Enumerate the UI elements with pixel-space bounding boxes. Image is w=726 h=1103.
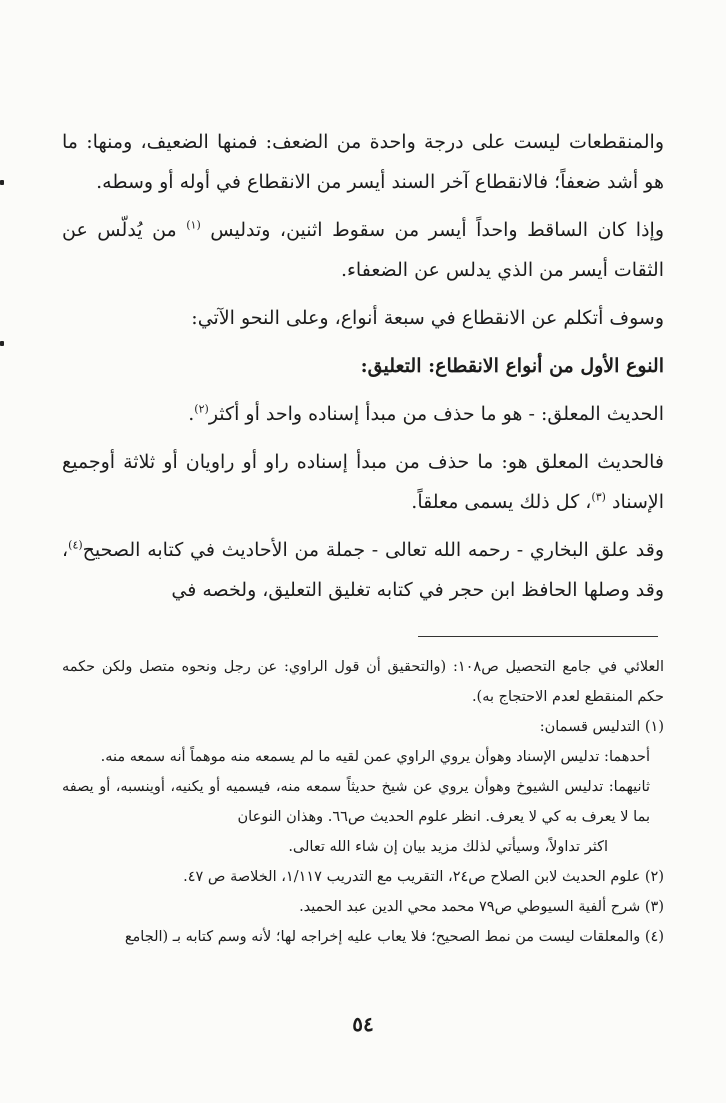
footnotes (62, 652, 664, 952)
footnote-1-first: أحدهما: تدليس الإسناد وهوأن يروي الراوي عمن لقيه ما لم يسمعه منه موهماً أنه سمعه منه. (100, 749, 650, 765)
footnote-ref-1[interactable]: (١) (186, 218, 201, 232)
footnote-ref-2[interactable]: (٢) (194, 402, 209, 416)
margin-mark (0, 180, 4, 185)
margin-mark (0, 341, 4, 346)
footnote-continuation: العلائي في جامع التحصيل ص١٠٨: (والتحقيق أن قول الراوي: عن رجل ونحوه متصل ولكن حكمه حكم المنقطع لعدم الاحتجاج به). (62, 659, 664, 705)
footnote-3: (٣) شرح ألفية السيوطي ص٧٩ محمد محي الدين عبد الحميد. (299, 899, 664, 915)
paragraph-2: وإذا كان الساقط واحداً أيسر من سقوط اثنين، وتدليس $^{(١)}$ من يُدلّس عن الثقات أيسر من الذي يدلس عن الضعفاء. (62, 218, 664, 281)
paragraph-3: وسوف أتكلم عن الانقطاع في سبعة أنواع، وعلى النحو الآتي: (191, 307, 664, 329)
page-number: ٥٤ (352, 1012, 374, 1036)
footnote-ref-3[interactable]: (٣) (591, 490, 606, 504)
footnote-1-second: ثانيهما: تدليس الشيوخ وهوأن يروي عن شيخ حديثاً سمعه منه، فيسميه أو يكنيه، أوينسبه، أو يصفه بما لا يعرف به كي لا يعرف. انظر علوم الحديث ص٦٦. وهذان النوعان (62, 779, 650, 825)
footnote-4: (٤) والمعلقات ليست من نمط الصحيح؛ فلا يعاب عليه إخراجه لها؛ لأنه وسم كتابه بـ (الجامع (124, 929, 664, 945)
paragraph-1: والمنقطعات ليست على درجة واحدة من الضعف: فمنها الضعيف، ومنها: ما هو أشد ضعفاً؛ فالانقطاع آخر السند أيسر من الانقطاع في أوله أو وسطه. (62, 131, 664, 193)
footnote-1-second-cont: اكثر تداولاً، وسيأتي لذلك مزيد بيان إن شاء الله تعالى. (288, 839, 608, 855)
main-text (62, 122, 664, 610)
footnote-1-title: (١) التدليس قسمان: (539, 719, 664, 735)
footnote-ref-4[interactable]: (٤) (68, 538, 83, 552)
paragraph-6: وقد علق البخاري - رحمه الله تعالى - جملة من الأحاديث في كتابه الصحيح$^{(٤)}$، وقد وصلها الحافظ ابن حجر في كتابه تغليق التعليق، ولخصه في (62, 538, 664, 601)
paragraph-4: الحديث المعلق: - هو ما حذف من مبدأ إسناده واحد أو أكثر$^{(٢)}$. (188, 402, 664, 425)
section-heading: النوع الأول من أنواع الانقطاع: التعليق: (360, 355, 664, 377)
paragraph-5: فالحديث المعلق هو: ما حذف من مبدأ إسناده راو أو راويان أو ثلاثة أوجميع الإسناد $^{(٣)}$، كل ذلك يسمى معلقاً. (62, 451, 664, 513)
footnote-separator (418, 636, 658, 637)
footnote-2: (٢) علوم الحديث لابن الصلاح ص٢٤، التقريب مع التدريب ١/١١٧، الخلاصة ص ٤٧. (183, 869, 664, 885)
